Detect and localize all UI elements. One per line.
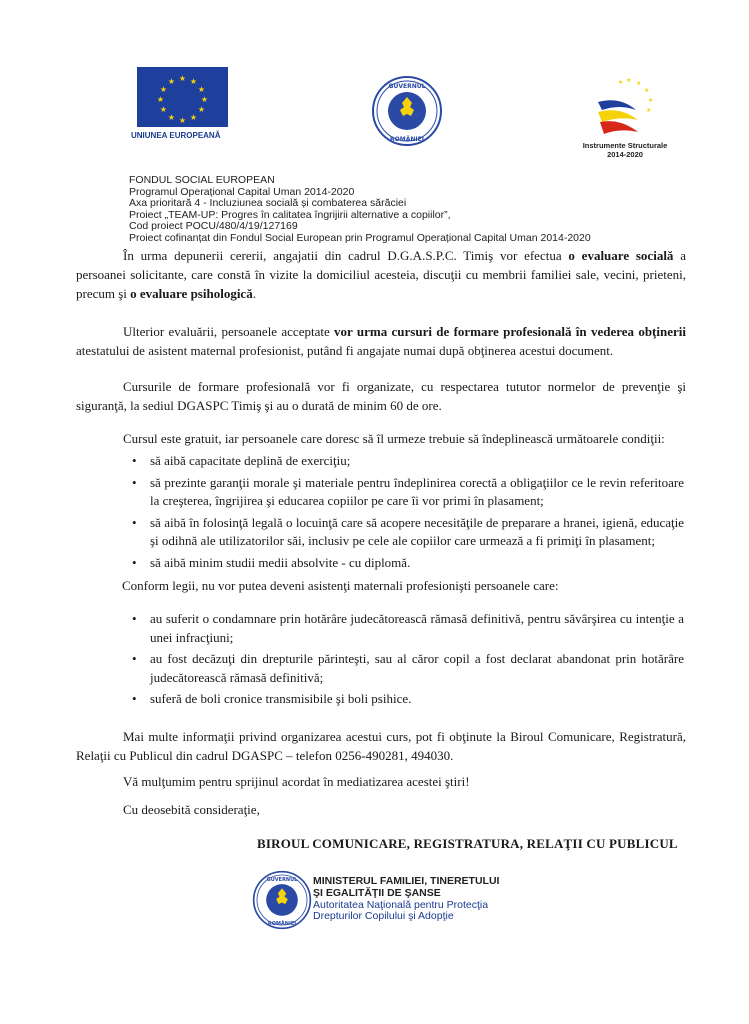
list-item — [132, 610, 684, 647]
bullet-icon: • — [132, 474, 137, 490]
ministry-name-line: ŞI EGALITĂŢII DE ŞANSE — [313, 886, 441, 899]
list-item-text: să aibă minim studii medii absolvite - cu diplomă. — [150, 554, 411, 570]
text: atestatului de asistent maternal profesionist, putând fi angajate numai după obţinerea acestui document. — [76, 343, 614, 358]
svg-text:★: ★ — [189, 77, 198, 86]
paragraph-course-location: Cursurile de formare profesională vor fi organizate, cu respectarea tututor normelor de prevenţie şi siguranţă, la sediul DGASPC Timiş şi au o durată de minim 60 de ore. — [76, 379, 686, 413]
bold-text: o evaluare psihologică — [130, 286, 253, 301]
text: Ulterior evaluării, persoanele acceptate — [123, 324, 335, 339]
bullet-icon: • — [132, 611, 137, 626]
list-item-text: să prezinte garanţii morale şi materiale pentru îndeplinirea corectă a obligaţiilor ce le revin referitoare la creşterea, îngrijirea şi educarea copiilor pe care îi vor primi în plasament; — [150, 474, 684, 508]
svg-text:★: ★ — [648, 97, 654, 104]
bullet-icon: • — [132, 453, 137, 468]
list-item — [132, 514, 684, 551]
svg-text:★: ★ — [636, 80, 642, 87]
bold-text: vor urma cursuri de formare profesională în vederea obţinerii — [334, 324, 686, 339]
text: a persoanei solicitante, care constă în vizite la domiciliul acesteia, discuţii cu membrii familiei sale, vecini, prieteni, precum şi — [76, 248, 686, 301]
footer-ministry — [313, 876, 499, 923]
svg-text:★: ★ — [200, 95, 209, 104]
svg-text:★: ★ — [156, 95, 165, 104]
funding-info — [129, 175, 591, 245]
authority-name-line: Drepturilor Copilului şi Adopţie — [313, 910, 454, 923]
list-item-text: să aibă în folosinţă legală o locuinţă care să acopere necesităţile de preparare a hranei, igienă, educaţie şi odihnă ale utilizatorilor săi, inclusiv pe cele ale copiilor care urmează a fi primiţi în plasament; — [150, 514, 684, 548]
svg-text:★: ★ — [178, 116, 187, 125]
svg-text:★: ★ — [167, 77, 176, 86]
text: În urma depunerii cererii, angajatii din cadrul D.G.A.S.P.C. Timiş vor efectua — [123, 248, 569, 263]
list-item — [132, 474, 684, 511]
svg-text:★: ★ — [197, 85, 206, 94]
paragraph-exclusions-intro: Conform legii, nu vor putea deveni asistenţi maternali profesionişti persoanele care: — [122, 578, 559, 593]
paragraph-thanks: Vă mulţumim pentru sprijinul acordat în mediatizarea acestei ştiri! — [123, 774, 470, 789]
svg-text:★: ★ — [646, 107, 652, 114]
exclusions-list — [132, 610, 684, 712]
bullet-icon: • — [132, 651, 137, 666]
paragraph-contact-info: Mai multe informaţii privind organizarea acestui curs, pot fi obţinute la Biroul Comunicare, Registratură, Relaţii cu Publicul din cadrul DGASPC – telefon 0256-490281, 494030. — [76, 729, 686, 763]
svg-text:GUVERNUL: GUVERNUL — [266, 876, 298, 883]
svg-text:★: ★ — [197, 105, 206, 114]
svg-text:★: ★ — [178, 74, 187, 83]
conditions-list — [132, 452, 684, 575]
signature: BIROUL COMUNICARE, REGISTRATURA, RELAŢII CU PUBLICUL — [257, 836, 678, 851]
text: . — [252, 286, 256, 301]
svg-text:★: ★ — [626, 77, 632, 84]
ministry-name-line: MINISTERUL FAMILIEI, TINERETULUI — [313, 875, 500, 887]
list-item — [132, 690, 684, 709]
government-seal-logo — [371, 75, 443, 147]
list-item — [132, 650, 684, 687]
svg-text:ROMÂNIEI: ROMÂNIEI — [390, 136, 424, 143]
svg-text:★: ★ — [159, 85, 168, 94]
authority-name-line: Autoritatea Naţională pentru Protecţia — [313, 898, 489, 911]
bullet-icon: • — [132, 514, 137, 530]
funding-line: Cod proiect POCU/480/4/19/127169 — [129, 220, 298, 233]
government-seal-logo — [252, 870, 312, 930]
svg-text:★: ★ — [644, 87, 650, 94]
paragraph-evaluation — [76, 246, 686, 303]
funding-line: Programul Operațional Capital Uman 2014-2020 — [129, 185, 355, 198]
list-item — [132, 554, 684, 573]
paragraph-training — [76, 322, 686, 360]
funding-line: Axa prioritară 4 - Incluziunea socială și combaterea sărăciei — [129, 197, 407, 210]
bold-text: o evaluare socială — [568, 248, 674, 263]
structural-instruments-title: Instrumente Structurale — [582, 141, 668, 150]
svg-text:ROMÂNIEI: ROMÂNIEI — [267, 921, 297, 927]
svg-text:★: ★ — [618, 79, 624, 86]
list-item — [132, 452, 684, 471]
svg-text:★: ★ — [167, 113, 176, 122]
bullet-icon: • — [132, 691, 137, 706]
funding-line: Proiect cofinanțat din Fondul Social European prin Programul Operațional Capital Uman 2014-2020 — [129, 231, 591, 244]
list-item-text: suferă de boli cronice transmisibile şi boli psihice. — [150, 691, 412, 706]
funding-line: Proiect „TEAM-UP: Progres în calitatea îngrijirii alternative a copiilor”, — [129, 208, 451, 221]
closing-line: Cu deosebită consideraţie, — [123, 802, 260, 817]
list-item-text: au suferit o condamnare prin hotărâre judecătorească rămasă definitivă, pentru săvârşirea cu intenţie a unei infracţiuni; — [150, 611, 684, 645]
svg-text:GUVERNUL: GUVERNUL — [388, 83, 426, 90]
structural-instruments-label — [570, 141, 680, 159]
list-item-text: au fost decăzuţi din drepturile părinteşti, sau al căror copil a fost declarat abandonat prin hotărâre judecătorească rămasă definitivă; — [150, 651, 684, 685]
structural-instruments-logo — [590, 74, 662, 144]
eu-flag-logo — [137, 67, 228, 127]
bullet-icon: • — [132, 554, 137, 570]
eu-label: UNIUNEA EUROPEANĂ — [131, 131, 221, 140]
paragraph-conditions-intro: Cursul este gratuit, iar persoanele care doresc să îl urmeze trebuie să îndeplinească următoarele condiţii: — [123, 431, 665, 446]
funding-line: FONDUL SOCIAL EUROPEAN — [129, 174, 275, 186]
svg-text:★: ★ — [159, 105, 168, 114]
structural-instruments-period: 2014-2020 — [607, 150, 643, 159]
svg-text:★: ★ — [189, 113, 198, 122]
list-item-text: să aibă capacitate deplină de exerciţiu; — [150, 453, 351, 468]
